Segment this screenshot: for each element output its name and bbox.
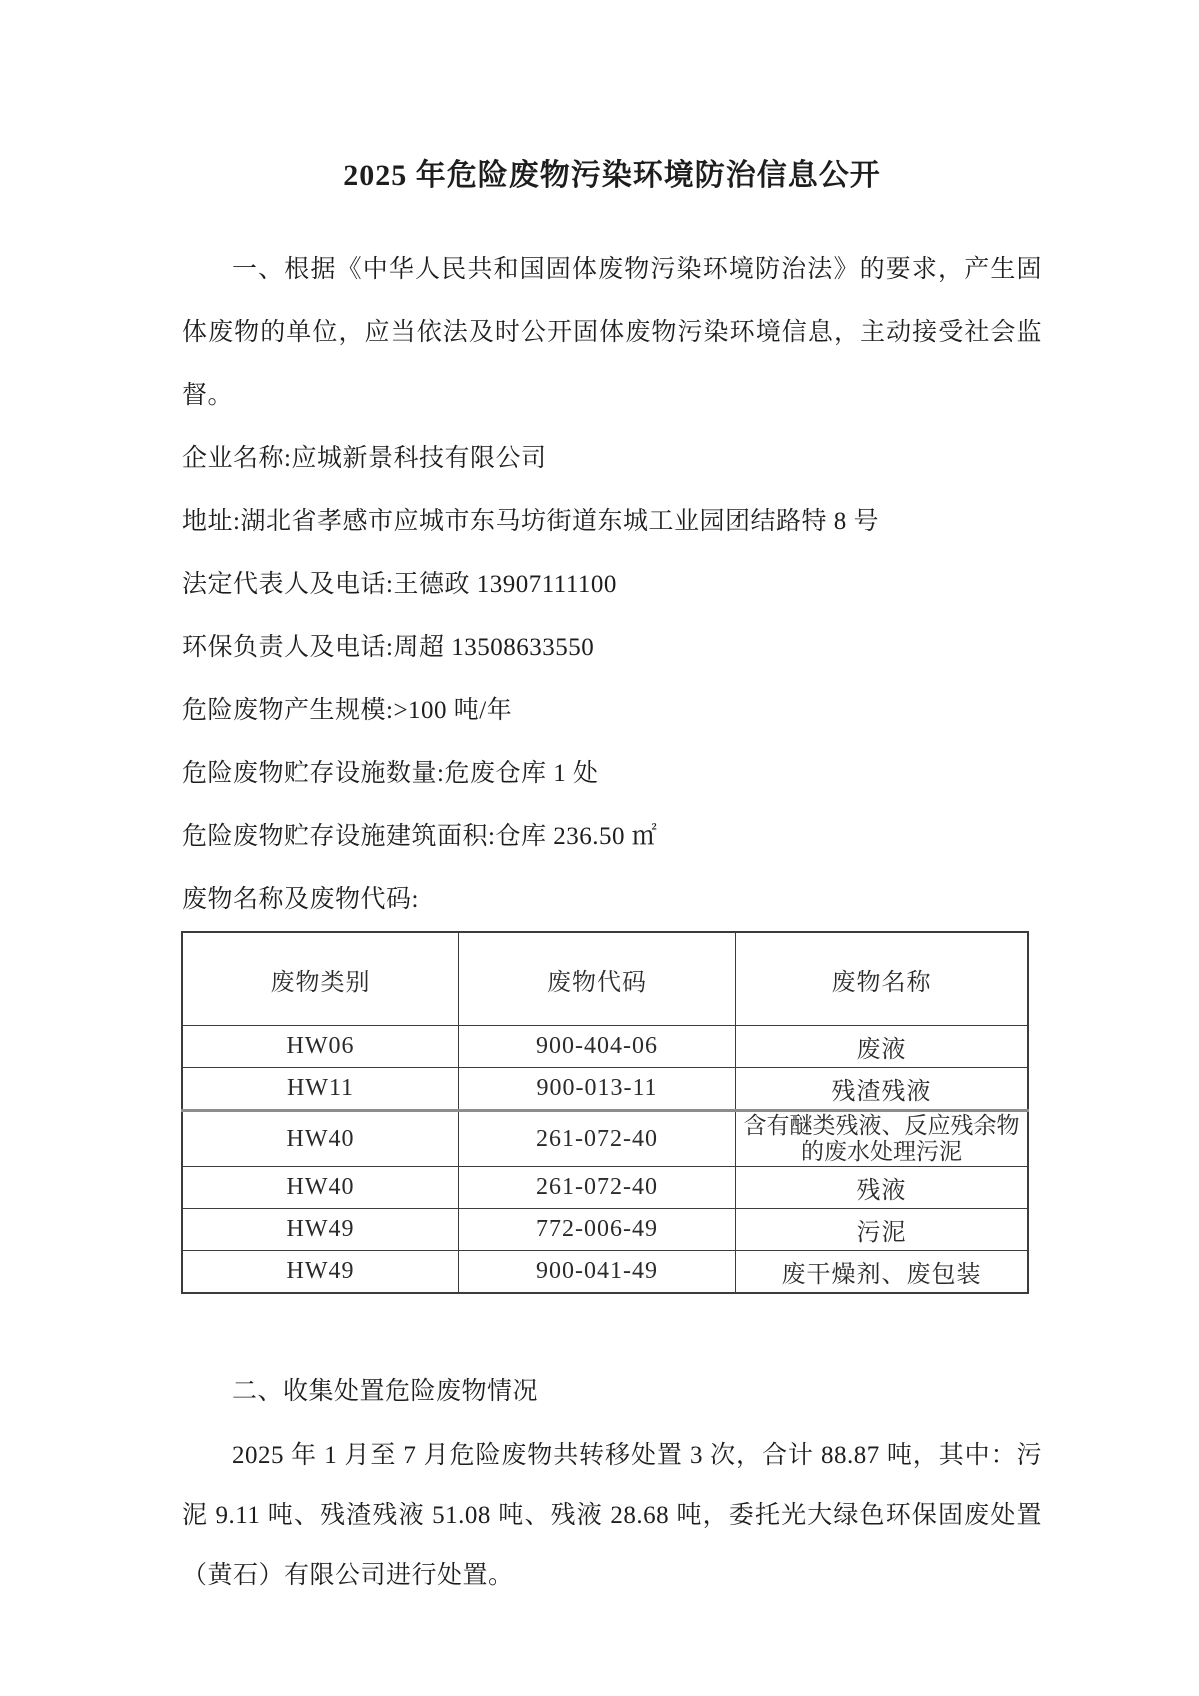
table-row [182,1068,1028,1111]
section2-paragraph: 2025 年 1 月至 7 月危险废物共转移处置 3 次，合计 88.87 吨，其中：污泥 9.11 吨、残渣残液 51.08 吨、残液 28.68 吨，委托光大绿色环保固废处置（黄石）有限公司进行处置。 [182,1442,1042,1589]
table-row [182,1209,1028,1251]
cell-waste-name: 废干燥剂、废包装 [736,1251,1029,1294]
cell-waste-category: HW49 [182,1209,459,1251]
field-environmental-officer-phone: 环保负责人及电话:周超 13508633550 [182,634,595,661]
waste-table-header-row [182,932,1028,1026]
field-waste-production-scale: 危险废物产生规模:>100 吨/年 [182,697,513,724]
cell-waste-code: 261-072-40 [459,1111,736,1167]
cell-waste-category: HW40 [182,1167,459,1209]
field-storage-facility-count: 危险废物贮存设施数量:危废仓库 1 处 [182,760,599,787]
page-title: 2025 年危险废物污染环境防治信息公开 [343,159,881,192]
column-header-waste-name: 废物名称 [736,932,1029,1026]
table-row [182,1167,1028,1209]
document-content [182,0,1042,1606]
cell-waste-category: HW06 [182,1026,459,1068]
cell-waste-code: 900-041-49 [459,1251,736,1294]
column-header-waste-category: 废物类别 [182,932,459,1026]
cell-waste-code: 772-006-49 [459,1209,736,1251]
cell-waste-category: HW40 [182,1111,459,1167]
column-header-waste-code: 废物代码 [459,932,736,1026]
section2-heading: 二、收集处置危险废物情况 [232,1378,539,1405]
cell-waste-category: HW11 [182,1068,459,1111]
cell-waste-code: 900-404-06 [459,1026,736,1068]
field-waste-name-code-label: 废物名称及废物代码: [182,886,419,913]
cell-waste-category: HW49 [182,1251,459,1294]
cell-waste-code: 261-072-40 [459,1167,736,1209]
cell-waste-name: 残渣残液 [736,1068,1029,1111]
cell-waste-code: 900-013-11 [459,1068,736,1111]
cell-waste-name: 污泥 [736,1209,1029,1251]
waste-table [181,931,1029,1294]
field-address: 地址:湖北省孝感市应城市东马坊街道东城工业园团结路特 8 号 [182,508,879,535]
table-row [182,1026,1028,1068]
cell-waste-name: 废液 [736,1026,1029,1068]
field-company-name: 企业名称:应城新景科技有限公司 [182,445,547,472]
field-legal-representative-phone: 法定代表人及电话:王德政 13907111100 [182,571,617,598]
table-row [182,1111,1028,1167]
intro-paragraph: 一、根据《中华人民共和国固体废物污染环境防治法》的要求，产生固体废物的单位，应当依法及时公开固体废物污染环境信息，主动接受社会监督。 [182,256,1042,409]
field-storage-facility-area: 危险废物贮存设施建筑面积:仓库 236.50 ㎡ [182,823,658,850]
cell-waste-name: 残液 [736,1167,1029,1209]
table-row [182,1251,1028,1294]
cell-waste-name: 含有醚类残液、反应残余物的废水处理污泥 [736,1111,1029,1167]
